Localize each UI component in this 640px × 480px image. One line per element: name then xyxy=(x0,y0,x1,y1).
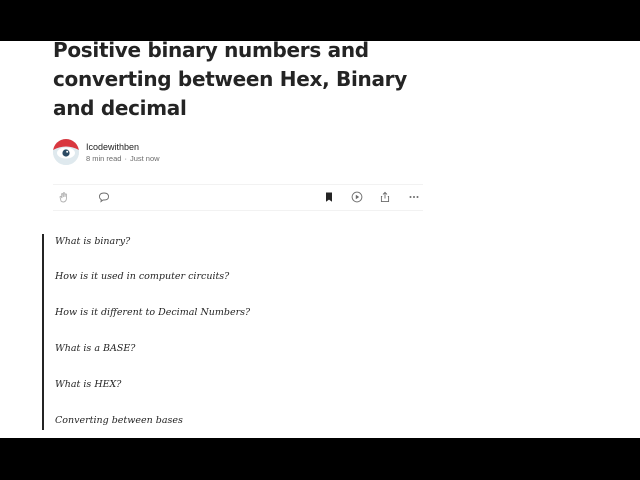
read-time: 8 min read xyxy=(86,154,122,163)
table-of-contents xyxy=(42,234,374,430)
avatar-eye-icon xyxy=(53,139,79,165)
toc-item[interactable]: Converting between bases xyxy=(55,415,183,426)
article-meta xyxy=(86,154,160,163)
publish-time: Just now xyxy=(129,154,160,163)
toc-item[interactable]: What is binary? xyxy=(55,236,131,247)
toc-item[interactable]: What is a BASE? xyxy=(55,343,136,354)
article-action-bar xyxy=(53,184,423,211)
meta-separator: · xyxy=(124,154,127,163)
bookmark-icon[interactable] xyxy=(323,191,335,203)
clap-icon[interactable] xyxy=(58,191,70,203)
share-icon[interactable] xyxy=(379,191,391,203)
article-title: Positive binary numbers and converting between Hex, Binary and decimal xyxy=(53,41,407,120)
toc-item[interactable]: How is it used in computer circuits? xyxy=(55,271,230,282)
avatar[interactable] xyxy=(53,139,79,165)
author-name[interactable]: Icodewithben xyxy=(86,142,140,152)
play-icon[interactable] xyxy=(351,191,363,203)
comment-icon[interactable] xyxy=(98,191,110,203)
toc-item[interactable]: How is it different to Decimal Numbers? xyxy=(55,307,251,318)
toc-item[interactable]: What is HEX? xyxy=(55,379,122,390)
more-icon[interactable] xyxy=(408,191,420,203)
author-row xyxy=(53,139,423,167)
article-page xyxy=(0,41,640,438)
